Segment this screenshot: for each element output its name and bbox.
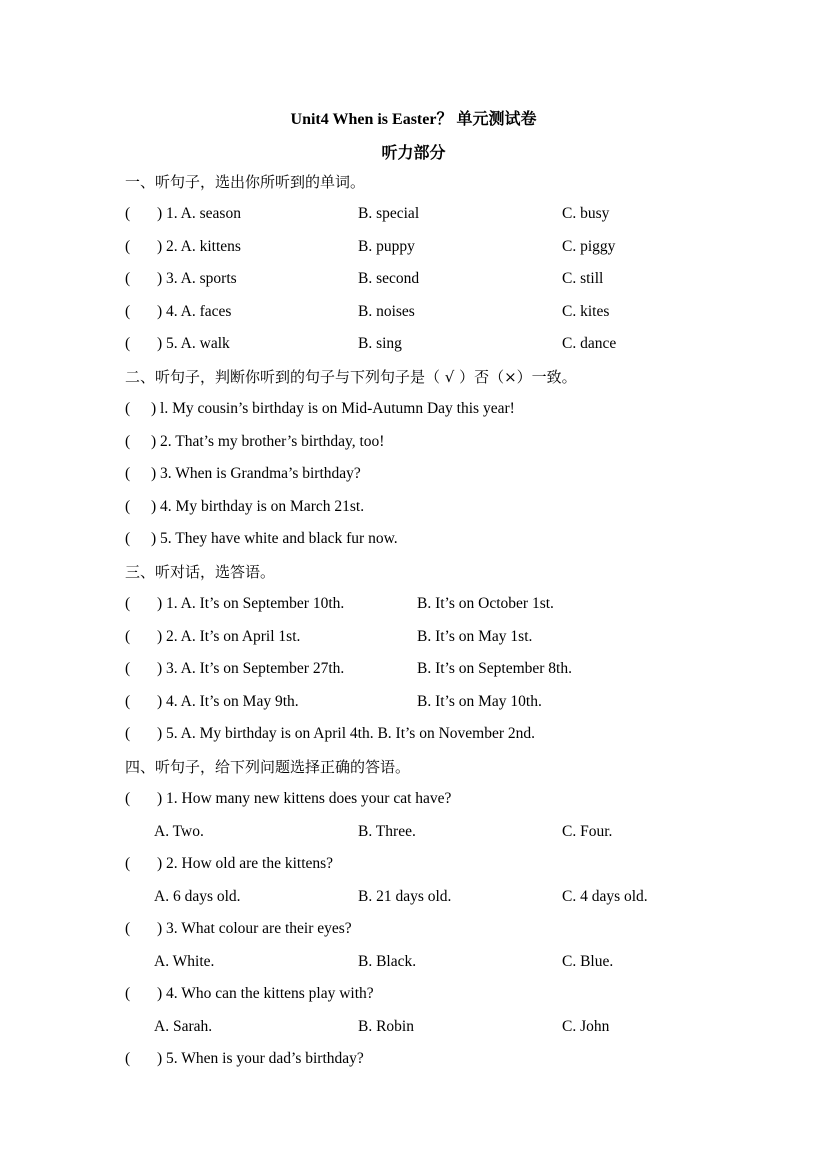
- s1-question-2: ( ) 2. A. kittens B. puppy C. piggy: [125, 236, 241, 258]
- s1-question-3: ( ) 3. A. sports B. second C. still: [125, 268, 237, 290]
- answer-blank: (: [125, 205, 131, 222]
- s2-question-4: ( ) 4. My birthday is on March 21st.: [125, 496, 364, 518]
- answer-blank: (: [125, 725, 131, 742]
- section-2-heading: 二、听句子，判断你听到的句子与下列句子是（ √ ）否（×）一致。: [125, 368, 577, 386]
- answer-blank: (: [125, 433, 131, 450]
- answer-blank: (: [125, 790, 131, 807]
- answer-blank: (: [125, 628, 131, 645]
- s2-question-1: ( ) l. My cousin’s birthday is on Mid-Autumn Day this year!: [125, 398, 515, 420]
- page-title: Unit4 When is Easter？ 单元测试卷: [290, 111, 537, 128]
- s3-question-3: ( ) 3. A. It’s on September 27th. B. It’s on September 8th.: [125, 658, 344, 680]
- s1-question-4: ( ) 4. A. faces B. noises C. kites: [125, 301, 231, 323]
- s4-question-5: ( ) 5. When is your dad’s birthday?: [125, 1048, 364, 1070]
- answer-blank: (: [125, 498, 131, 515]
- answer-blank: (: [125, 595, 131, 612]
- answer-blank: (: [125, 985, 131, 1002]
- s4-question-1: ( ) 1. How many new kittens does your cat have?: [125, 788, 451, 810]
- answer-blank: (: [125, 270, 131, 287]
- answer-blank: (: [125, 530, 131, 547]
- s1-question-1: ( ) 1. A. season B. special C. busy: [125, 203, 241, 225]
- section-4-heading: 四、听句子，给下列问题选择正确的答语。: [125, 758, 411, 776]
- s2-question-2: ( ) 2. That’s my brother’s birthday, too!: [125, 431, 384, 453]
- answer-blank: (: [125, 660, 131, 677]
- s3-question-5: ( ) 5. A. My birthday is on April 4th. B. It’s on November 2nd.: [125, 723, 535, 745]
- answer-blank: (: [125, 465, 131, 482]
- s4-question-3: ( ) 3. What colour are their eyes?: [125, 918, 352, 940]
- s4-question-2: ( ) 2. How old are the kittens?: [125, 853, 333, 875]
- section-1-heading: 一、听句子，选出你所听到的单词。: [125, 173, 366, 191]
- answer-blank: (: [125, 238, 131, 255]
- s2-question-3: ( ) 3. When is Grandma’s birthday?: [125, 463, 361, 485]
- answer-blank: (: [125, 400, 131, 417]
- s3-question-2: ( ) 2. A. It’s on April 1st. B. It’s on May 1st.: [125, 626, 300, 648]
- s2-question-5: ( ) 5. They have white and black fur now.: [125, 528, 398, 550]
- answer-blank: (: [125, 303, 131, 320]
- answer-blank: (: [125, 920, 131, 937]
- answer-blank: (: [125, 335, 131, 352]
- section-3-heading: 三、听对话，选答语。: [125, 563, 276, 581]
- answer-blank: (: [125, 855, 131, 872]
- s1-question-5: ( ) 5. A. walk B. sing C. dance: [125, 333, 230, 355]
- answer-blank: (: [125, 1050, 131, 1067]
- s4-question-4: ( ) 4. Who can the kittens play with?: [125, 983, 374, 1005]
- page-subtitle: 听力部分: [381, 145, 446, 162]
- answer-blank: (: [125, 693, 131, 710]
- s3-question-4: ( ) 4. A. It’s on May 9th. B. It’s on May 10th.: [125, 691, 299, 713]
- worksheet-page: Unit4 When is Easter？ 单元测试卷 听力部分 一、听句子，选出你所听到的单词。 ( ) 1. A. season B. special C. busy ( ) 2. A. kittens B. puppy C. piggy ( ) 3. A. sports B. second C. still ( ) 4. A. faces B. noises C. kites ( ) 5. A. walk B. sing C. dance 二、听句子，判断你听到的句子与下列句子是（ √ ）否（×）一致。 ( ) l. My cousin’s birthday is on Mid-Autumn Day this year! ( ) 2. That’s my brother’s birthday, too! ( ) 3. When is Grandma’s birthday? ( ) 4. My birthday is on March 21st. ( ) 5. They have white and black fur now. 三、听对话，选答语。 ( ) 1. A. It’s on September 10th. B. It’s on October 1st. ( ) 2. A. It’s on April 1st. B. It’s on May 1st. ( ) 3. A. It’s on September 27th. B. It’s on September 8th. ( ) 4. A. It’s on May 9th. B. It’s on May 10th. ( ) 5. A. My birthday is on April 4th. B. It’s on November 2nd. 四、听句子，给下列问题选择正确的答语。 ( ) 1. How many new kittens does your cat have? A. Two. B. Three. C. Four. ( ) 2. How old are the kittens? A. 6 days old. B. 21 days old. C. 4 days old. ( ) 3. What colour are their eyes? A. White. B. Black. C. Blue. ( ) 4. Who can the kittens play with? A. Sarah. B. Robin C. John ( ) 5. When is your dad’s birthday?: [0, 0, 827, 1169]
- s3-question-1: ( ) 1. A. It’s on September 10th. B. It’s on October 1st.: [125, 593, 344, 615]
